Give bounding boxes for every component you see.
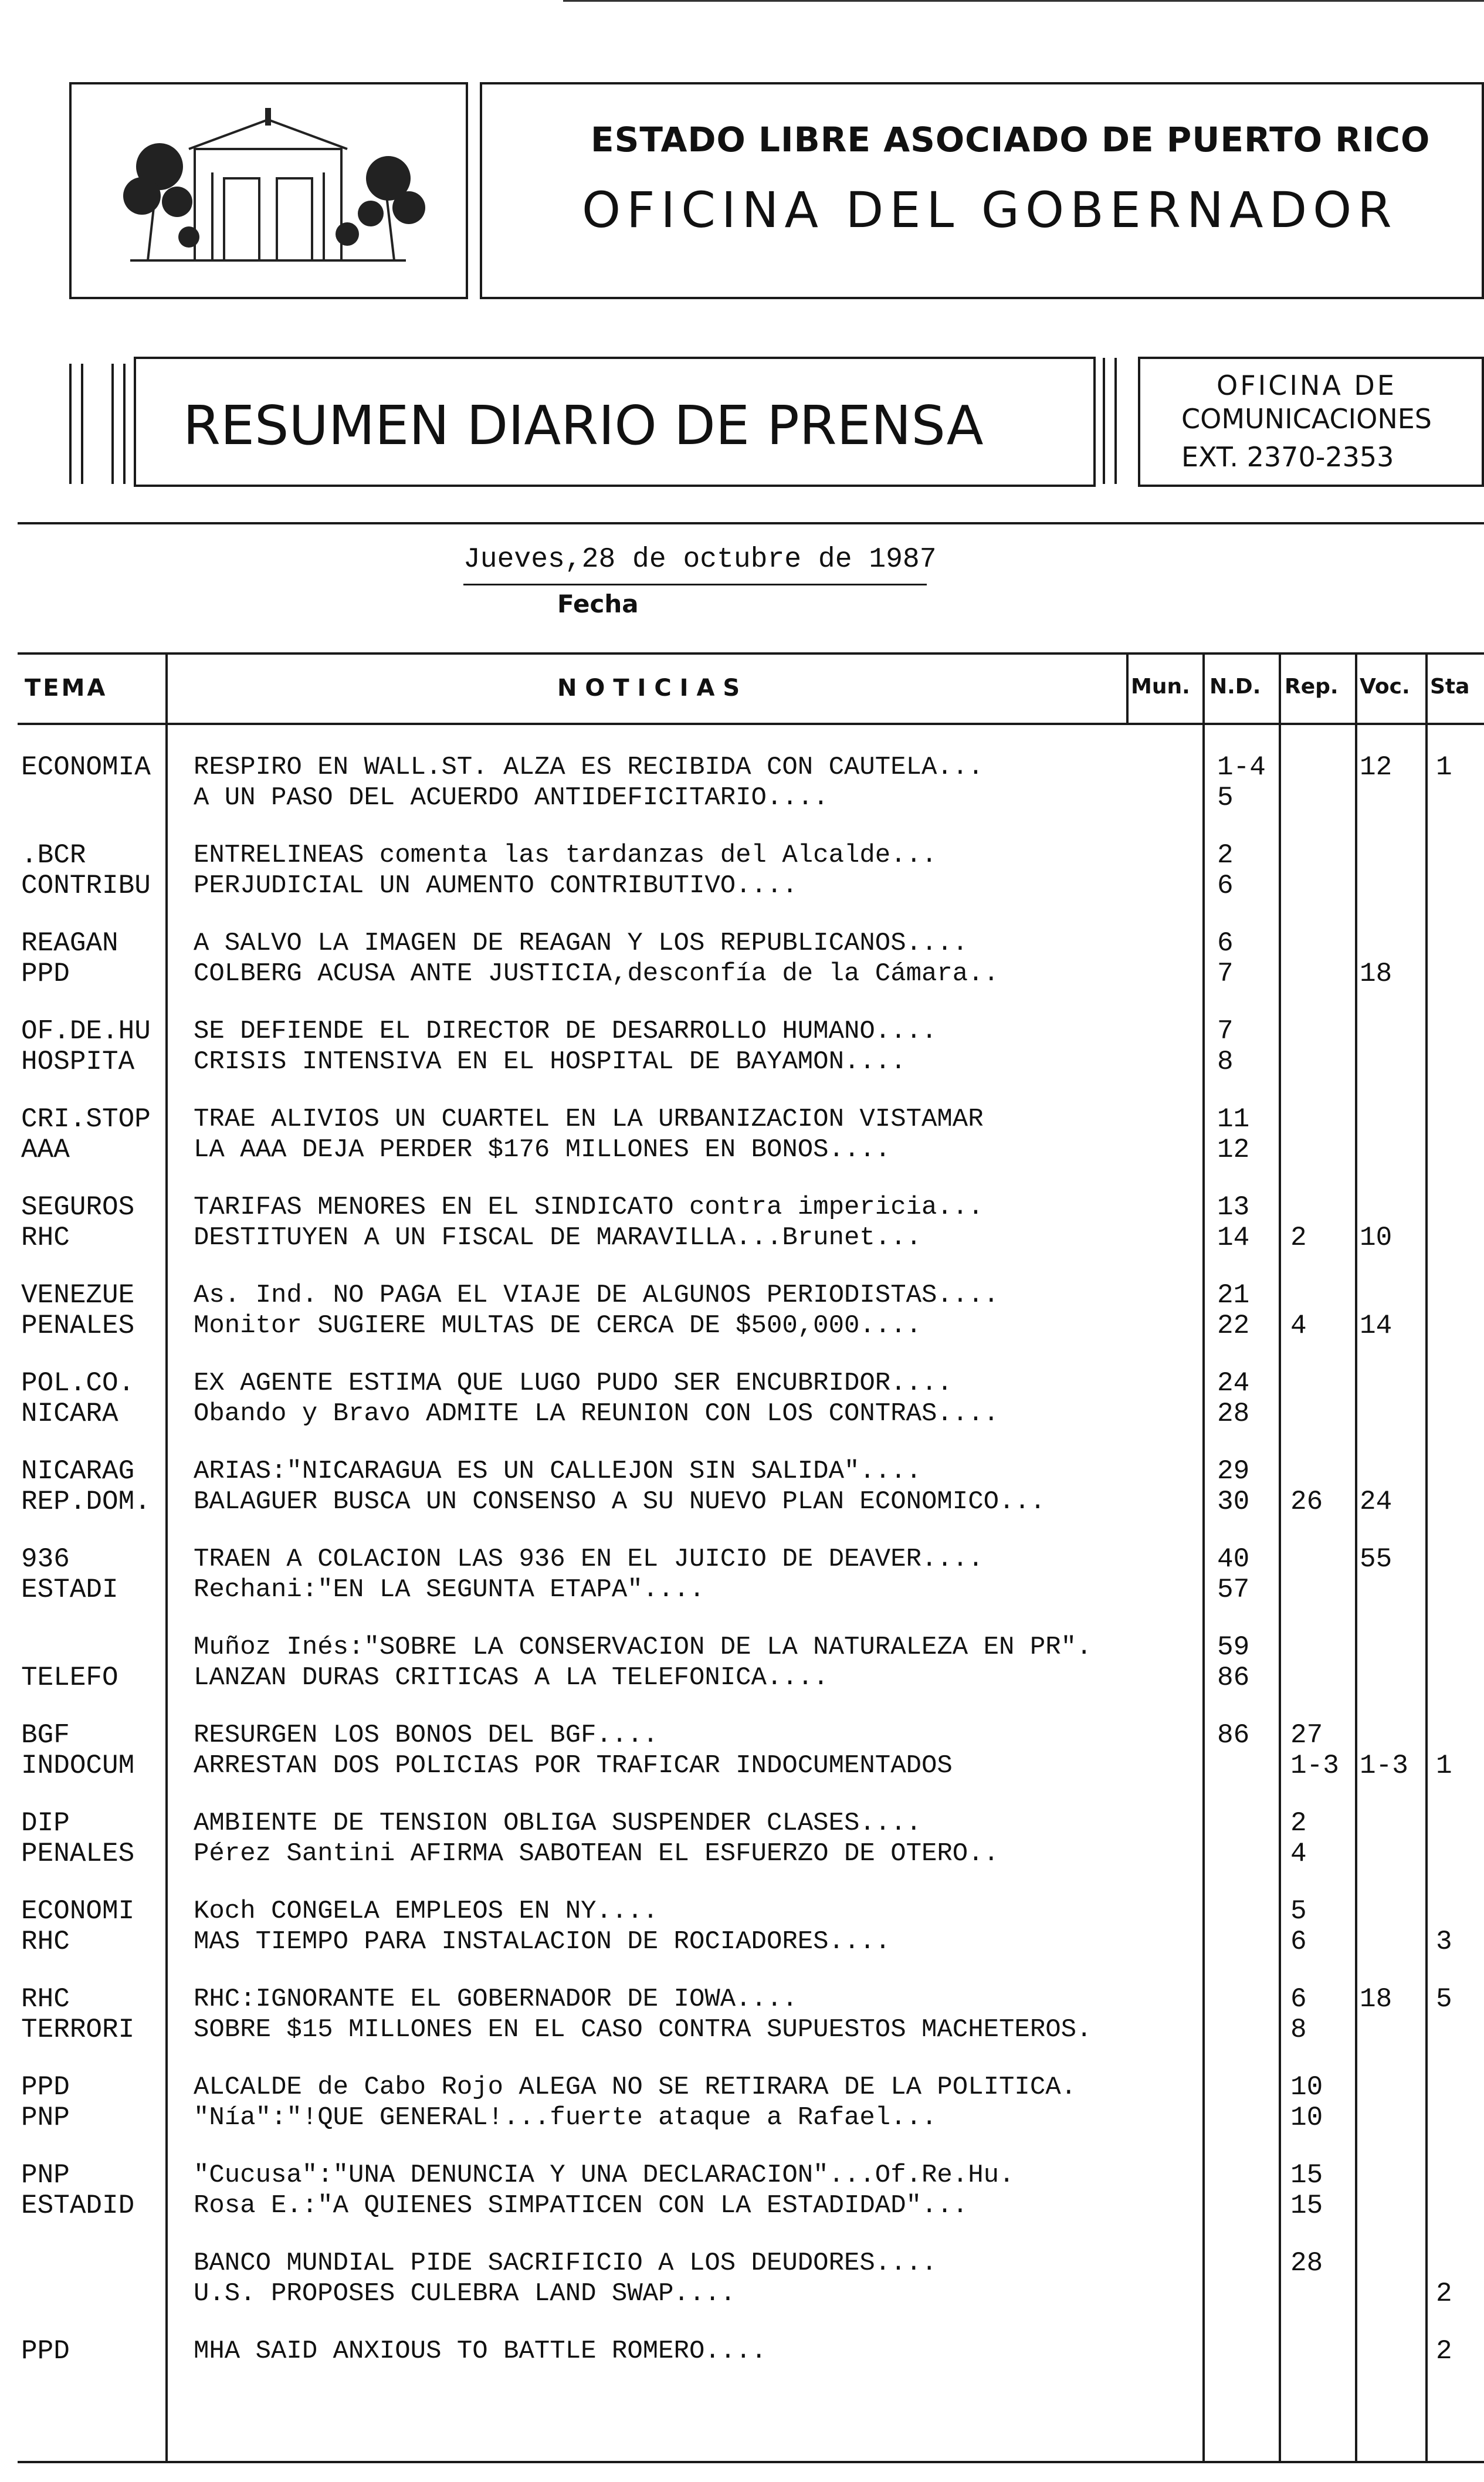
contact-line-2: COMUNICACIONES bbox=[1181, 403, 1432, 435]
row-rep: 1-3 bbox=[1290, 1750, 1339, 1781]
row-noticia: LANZAN DURAS CRITICAS A LA TELEFONICA.... bbox=[194, 1663, 829, 1692]
row-tema: OF.DE.HU bbox=[21, 1016, 151, 1047]
row-noticia: TARIFAS MENORES EN EL SINDICATO contra impericia... bbox=[194, 1193, 984, 1222]
col-mun: Mun. bbox=[1131, 675, 1190, 699]
row-sta: 3 bbox=[1436, 1926, 1452, 1957]
resumen-frame bbox=[134, 357, 1096, 487]
row-tema: PPD bbox=[21, 2336, 70, 2366]
row-noticia: AMBIENTE DE TENSION OBLIGA SUSPENDER CLASES.... bbox=[194, 1809, 922, 1838]
row-noticia: BANCO MUNDIAL PIDE SACRIFICIO A LOS DEUDORES.... bbox=[194, 2249, 937, 2278]
row-nd: 7 bbox=[1217, 959, 1234, 989]
row-sta: 1 bbox=[1436, 752, 1452, 783]
row-tema: RHC bbox=[21, 1223, 70, 1253]
row-tema: ESTADI bbox=[21, 1574, 118, 1605]
row-tema: PNP bbox=[21, 2160, 70, 2190]
row-nd: 2 bbox=[1217, 840, 1234, 871]
col-rep: Rep. bbox=[1285, 675, 1339, 699]
date-label: Fecha bbox=[557, 590, 639, 618]
row-noticia: RESPIRO EN WALL.ST. ALZA ES RECIBIDA CON CAUTELA... bbox=[194, 753, 984, 782]
row-nd: 21 bbox=[1217, 1280, 1250, 1311]
report-date: Jueves,28 de octubre de 1987 bbox=[463, 544, 937, 575]
row-nd: 86 bbox=[1217, 1720, 1250, 1750]
col-sta: Sta bbox=[1430, 675, 1470, 699]
row-nd: 12 bbox=[1217, 1135, 1250, 1165]
row-nd: 13 bbox=[1217, 1192, 1250, 1223]
row-noticia: MAS TIEMPO PARA INSTALACION DE ROCIADORES.... bbox=[194, 1927, 891, 1956]
row-rep: 15 bbox=[1290, 2160, 1323, 2190]
row-noticia: BALAGUER BUSCA UN CONSENSO A SU NUEVO PLAN ECONOMICO... bbox=[194, 1487, 1046, 1516]
report-title: RESUMEN DIARIO DE PRENSA bbox=[183, 394, 984, 457]
logo-frame bbox=[69, 82, 468, 299]
row-tema: ESTADID bbox=[21, 2190, 135, 2221]
row-noticia: TRAEN A COLACION LAS 936 EN EL JUICIO DE DEAVER.... bbox=[194, 1545, 984, 1574]
row-noticia: Rosa E.:"A QUIENES SIMPATICEN CON LA ESTADIDAD"... bbox=[194, 2191, 968, 2220]
row-voc: 18 bbox=[1360, 1984, 1392, 2014]
row-nd: 29 bbox=[1217, 1456, 1250, 1487]
row-rep: 6 bbox=[1290, 1926, 1307, 1957]
row-nd: 14 bbox=[1217, 1223, 1250, 1253]
row-tema: RHC bbox=[21, 1926, 70, 1957]
row-nd: 22 bbox=[1217, 1311, 1250, 1341]
row-noticia: Koch CONGELA EMPLEOS EN NY.... bbox=[194, 1897, 659, 1926]
row-noticia: As. Ind. NO PAGA EL VIAJE DE ALGUNOS PERIODISTAS.... bbox=[194, 1281, 1000, 1310]
row-nd: 28 bbox=[1217, 1399, 1250, 1429]
row-rep: 26 bbox=[1290, 1487, 1323, 1517]
row-sta: 2 bbox=[1436, 2336, 1452, 2366]
row-tema: TELEFO bbox=[21, 1662, 118, 1693]
row-tema: POL.CO. bbox=[21, 1368, 135, 1399]
row-noticia: DESTITUYEN A UN FISCAL DE MARAVILLA...Brunet... bbox=[194, 1223, 922, 1252]
row-tema: NICARA bbox=[21, 1399, 118, 1429]
row-tema: NICARAG bbox=[21, 1456, 135, 1487]
row-tema: HOSPITA bbox=[21, 1047, 135, 1077]
row-tema: 936 bbox=[21, 1544, 70, 1574]
row-tema: .BCR bbox=[21, 840, 86, 871]
col-voc: Voc. bbox=[1360, 675, 1410, 699]
row-voc: 18 bbox=[1360, 959, 1392, 989]
row-tema: ECONOMIA bbox=[21, 752, 151, 783]
building-logo-icon bbox=[72, 84, 466, 297]
row-noticia: COLBERG ACUSA ANTE JUSTICIA,desconfía de la Cámara.. bbox=[194, 959, 1000, 988]
row-noticia: A SALVO LA IMAGEN DE REAGAN Y LOS REPUBLICANOS.... bbox=[194, 929, 968, 958]
row-tema: PPD bbox=[21, 2072, 70, 2102]
col-nd: N.D. bbox=[1209, 675, 1261, 699]
row-rep: 2 bbox=[1290, 1808, 1307, 1838]
row-voc: 24 bbox=[1360, 1487, 1392, 1517]
row-voc: 1-3 bbox=[1360, 1750, 1408, 1781]
row-tema: PENALES bbox=[21, 1838, 135, 1869]
row-rep: 4 bbox=[1290, 1838, 1307, 1869]
row-sta: 1 bbox=[1436, 1750, 1452, 1781]
row-noticia: RESURGEN LOS BONOS DEL BGF.... bbox=[194, 1721, 659, 1750]
row-noticia: U.S. PROPOSES CULEBRA LAND SWAP.... bbox=[194, 2279, 736, 2308]
row-rep: 6 bbox=[1290, 1984, 1307, 2014]
row-sta: 2 bbox=[1436, 2278, 1452, 2309]
row-tema: SEGUROS bbox=[21, 1192, 135, 1223]
date-underline bbox=[463, 584, 927, 585]
row-noticia: A UN PASO DEL ACUERDO ANTIDEFICITARIO.... bbox=[194, 783, 829, 812]
row-sta: 5 bbox=[1436, 1984, 1452, 2014]
row-noticia: ENTRELINEAS comenta las tardanzas del Alcalde... bbox=[194, 841, 937, 870]
contact-line-3: EXT. 2370-2353 bbox=[1181, 441, 1394, 473]
header-rule bbox=[18, 522, 1484, 524]
row-noticia: Obando y Bravo ADMITE LA REUNION CON LOS CONTRAS.... bbox=[194, 1399, 1000, 1428]
row-noticia: "Cucusa":"UNA DENUNCIA Y UNA DECLARACION"...Of.Re.Hu. bbox=[194, 2161, 1015, 2190]
row-tema: BGF bbox=[21, 1720, 70, 1750]
row-nd: 24 bbox=[1217, 1368, 1250, 1399]
title-frame bbox=[480, 82, 1484, 299]
row-tema: PNP bbox=[21, 2102, 70, 2133]
row-noticia: EX AGENTE ESTIMA QUE LUGO PUDO SER ENCUBRIDOR.... bbox=[194, 1369, 953, 1398]
row-voc: 10 bbox=[1360, 1223, 1392, 1253]
row-tema: PPD bbox=[21, 959, 70, 989]
row-tema: VENEZUE bbox=[21, 1280, 135, 1311]
col-noticias: N O T I C I A S bbox=[557, 675, 740, 702]
row-tema: CONTRIBU bbox=[21, 871, 151, 901]
row-nd: 7 bbox=[1217, 1016, 1234, 1047]
row-nd: 30 bbox=[1217, 1487, 1250, 1517]
row-noticia: ARIAS:"NICARAGUA ES UN CALLEJON SIN SALIDA".... bbox=[194, 1457, 922, 1486]
row-nd: 8 bbox=[1217, 1047, 1234, 1077]
row-rep: 10 bbox=[1290, 2102, 1323, 2133]
row-voc: 12 bbox=[1360, 752, 1392, 783]
contact-frame bbox=[1138, 357, 1484, 487]
row-rep: 28 bbox=[1290, 2248, 1323, 2278]
row-rep: 27 bbox=[1290, 1720, 1323, 1750]
row-tema: REP.DOM. bbox=[21, 1487, 151, 1517]
row-nd: 86 bbox=[1217, 1662, 1250, 1693]
row-nd: 5 bbox=[1217, 783, 1234, 813]
row-tema: RHC bbox=[21, 1984, 70, 2014]
row-rep: 5 bbox=[1290, 1896, 1307, 1926]
top-rule bbox=[563, 0, 1484, 2]
row-noticia: MHA SAID ANXIOUS TO BATTLE ROMERO.... bbox=[194, 2337, 767, 2366]
row-tema: REAGAN bbox=[21, 928, 118, 959]
row-rep: 2 bbox=[1290, 1223, 1307, 1253]
row-nd: 1-4 bbox=[1217, 752, 1266, 783]
row-tema: INDOCUM bbox=[21, 1750, 135, 1781]
contact-line-1: OFICINA DE bbox=[1217, 370, 1397, 401]
row-noticia: "Nía":"!QUE GENERAL!...fuerte ataque a Rafael... bbox=[194, 2103, 937, 2132]
row-tema: CRI.STOP bbox=[21, 1104, 151, 1135]
row-voc: 14 bbox=[1360, 1311, 1392, 1341]
row-noticia: Pérez Santini AFIRMA SABOTEAN EL ESFUERZO DE OTERO.. bbox=[194, 1839, 1000, 1868]
row-rep: 4 bbox=[1290, 1311, 1307, 1341]
row-nd: 57 bbox=[1217, 1574, 1250, 1605]
row-rep: 10 bbox=[1290, 2072, 1323, 2102]
agency-name: ESTADO LIBRE ASOCIADO DE PUERTO RICO bbox=[591, 120, 1431, 160]
row-nd: 6 bbox=[1217, 871, 1234, 901]
row-nd: 59 bbox=[1217, 1632, 1250, 1662]
row-tema: DIP bbox=[21, 1808, 70, 1838]
row-tema: AAA bbox=[21, 1135, 70, 1165]
row-noticia: ALCALDE de Cabo Rojo ALEGA NO SE RETIRARA DE LA POLITICA. bbox=[194, 2073, 1077, 2102]
row-noticia: RHC:IGNORANTE EL GOBERNADOR DE IOWA.... bbox=[194, 1985, 798, 2014]
row-nd: 40 bbox=[1217, 1544, 1250, 1574]
row-rep: 15 bbox=[1290, 2190, 1323, 2221]
row-noticia: Monitor SUGIERE MULTAS DE CERCA DE $500,000.... bbox=[194, 1311, 922, 1340]
row-rep: 8 bbox=[1290, 2014, 1307, 2045]
row-noticia: TRAE ALIVIOS UN CUARTEL EN LA URBANIZACION VISTAMAR bbox=[194, 1105, 984, 1134]
row-noticia: Muñoz Inés:"SOBRE LA CONSERVACION DE LA NATURALEZA EN PR". bbox=[194, 1633, 1092, 1662]
col-tema: TEMA bbox=[25, 675, 108, 702]
office-name: OFICINA DEL GOBERNADOR bbox=[582, 181, 1398, 239]
row-noticia: LA AAA DEJA PERDER $176 MILLONES EN BONOS.... bbox=[194, 1135, 891, 1164]
row-noticia: CRISIS INTENSIVA EN EL HOSPITAL DE BAYAMON.... bbox=[194, 1047, 906, 1076]
row-tema: TERRORI bbox=[21, 2014, 135, 2045]
row-tema: ECONOMI bbox=[21, 1896, 135, 1926]
row-nd: 6 bbox=[1217, 928, 1234, 959]
row-noticia: SOBRE $15 MILLONES EN EL CASO CONTRA SUPUESTOS MACHETEROS. bbox=[194, 2015, 1092, 2044]
row-tema: PENALES bbox=[21, 1311, 135, 1341]
row-noticia: ARRESTAN DOS POLICIAS POR TRAFICAR INDOCUMENTADOS bbox=[194, 1751, 953, 1780]
row-noticia: PERJUDICIAL UN AUMENTO CONTRIBUTIVO.... bbox=[194, 871, 798, 900]
row-nd: 11 bbox=[1217, 1104, 1250, 1135]
row-voc: 55 bbox=[1360, 1544, 1392, 1574]
row-noticia: Rechani:"EN LA SEGUNTA ETAPA".... bbox=[194, 1575, 705, 1604]
row-noticia: SE DEFIENDE EL DIRECTOR DE DESARROLLO HUMANO.... bbox=[194, 1017, 937, 1046]
